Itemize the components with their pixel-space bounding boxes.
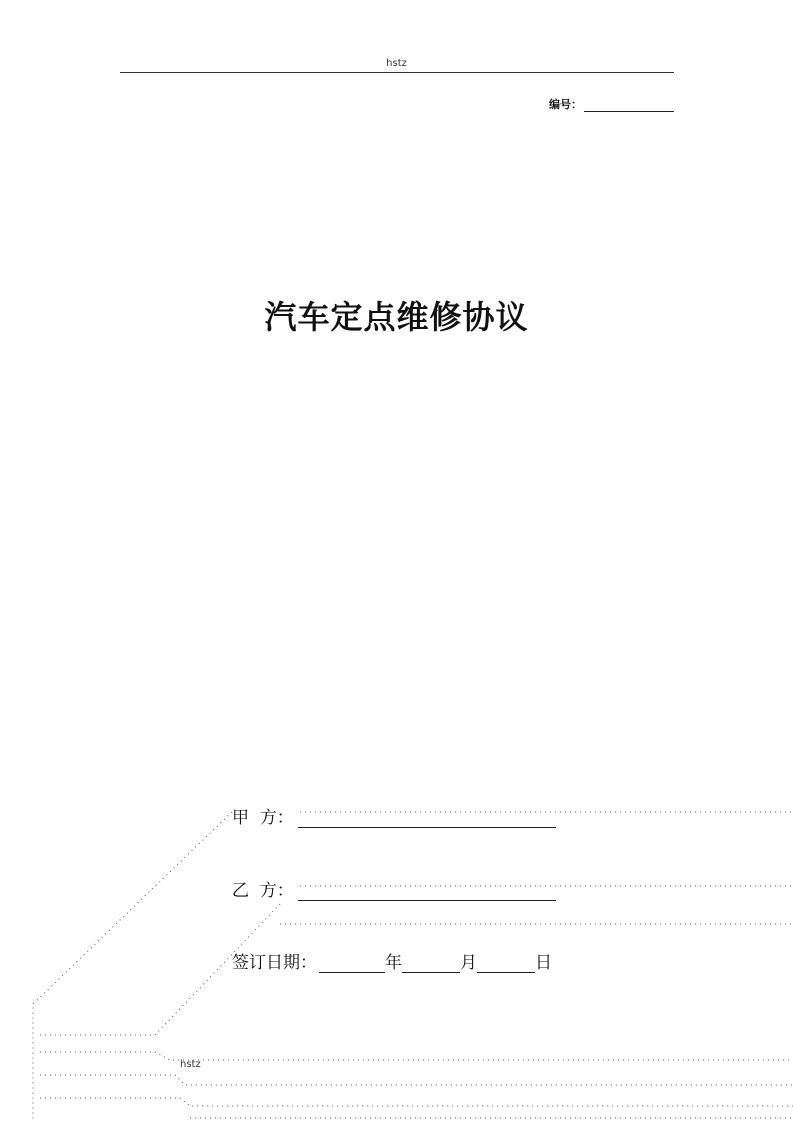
footer-text: hstz <box>180 1059 201 1070</box>
doc-number-label: 编号： <box>549 98 582 111</box>
page-title: 汽车定点维修协议 <box>264 298 529 336</box>
header-divider <box>120 72 674 73</box>
sign-day-field[interactable] <box>477 954 535 973</box>
doc-number <box>549 96 674 112</box>
sign-month-label: 月 <box>460 953 477 973</box>
party-b-row <box>232 876 556 901</box>
sign-date-label: 签订日期： <box>232 953 317 973</box>
party-b-field[interactable] <box>298 882 556 901</box>
sign-day-label: 日 <box>535 953 552 973</box>
sign-year-field[interactable] <box>319 954 385 973</box>
party-a-row <box>232 803 556 828</box>
sign-date-row <box>232 948 552 973</box>
header-text: hstz <box>386 58 407 69</box>
party-a-label: 甲 方： <box>232 808 294 828</box>
sign-month-field[interactable] <box>402 954 460 973</box>
party-a-field[interactable] <box>298 809 556 828</box>
sign-year-label: 年 <box>385 953 402 973</box>
party-b-label: 乙 方： <box>232 881 294 901</box>
doc-number-field[interactable] <box>584 99 674 112</box>
